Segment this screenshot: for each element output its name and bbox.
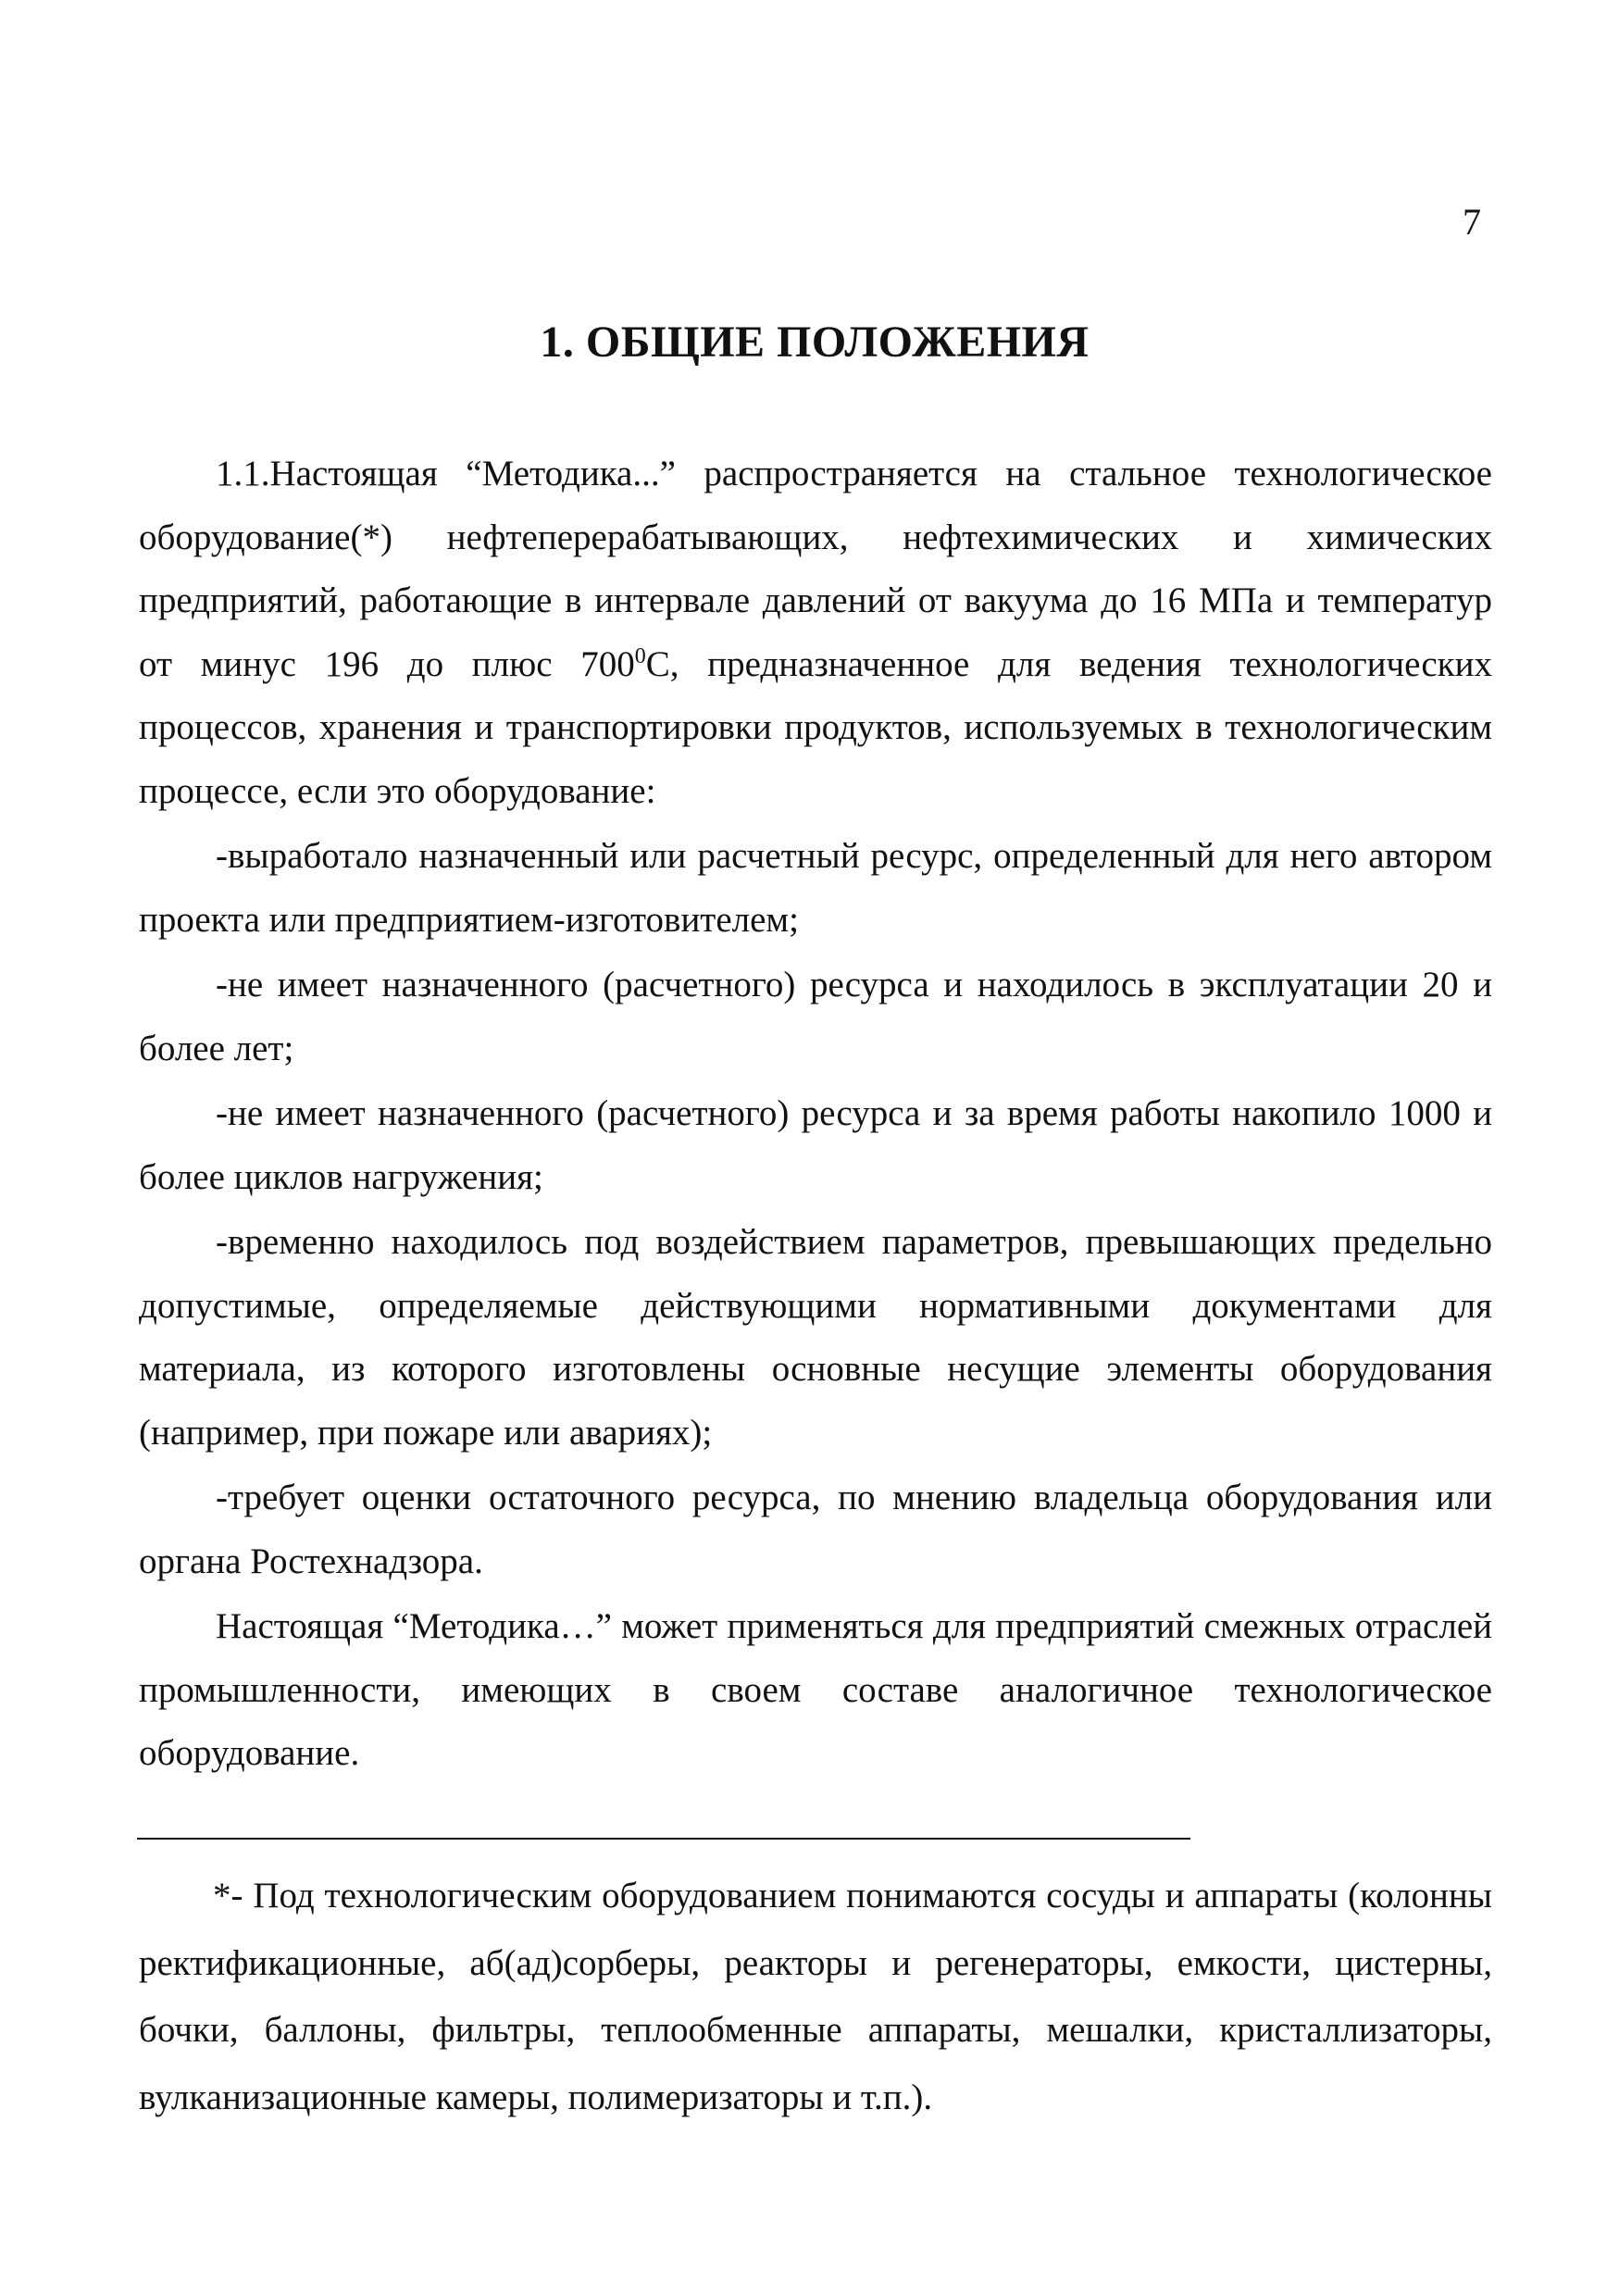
- paragraph-scope-text-continued: С, предназначенное для ведения технологических процессов, хранения и транспортировки продуктов, используемых в технологическим процессе, если это оборудование:: [139, 643, 1493, 811]
- section-title: 1. ОБЩИЕ ПОЛОЖЕНИЯ: [540, 318, 1090, 367]
- degree-superscript: 0: [634, 643, 646, 668]
- list-item-load-cycles: -не имеет назначенного (расчетного) ресурса и за время работы накопило 1000 и более циклов нагружения;: [139, 1093, 1492, 1197]
- footnote-text: *- Под технологическим оборудованием понимаются сосуды и аппараты (колонны ректификационные, аб(ад)сорберы, реакторы и регенераторы, емкости, цистерны, бочки, баллоны, фильтры, теплообменные аппараты, мешалки, кристаллизаторы, вулканизационные камеры, полимеризаторы и т.п.).: [139, 1876, 1492, 2117]
- page-number: 7: [1463, 201, 1481, 243]
- footnote-divider: [137, 1838, 1190, 1840]
- body-text: [139, 443, 1492, 1786]
- paragraph-applicability: Настоящая “Методика…” может применяться для предприятий смежных отраслей промышленности, имеющих в своем составе аналогичное технологическое оборудование.: [139, 1606, 1492, 1773]
- paragraph-scope-text: 1.1.Настоящая “Методика...” распространяется на стальное технологическое оборудование(*) нефтеперерабатывающих, нефтехимических и химических предприятий, работающие в интервале давлений от вакуума до 16 МПа и температур от минус 196 до плюс 700: [139, 454, 1492, 684]
- list-item-twenty-years: -не имеет назначенного (расчетного) ресурса и находилось в эксплуатации 20 и более лет;: [139, 965, 1492, 1068]
- paragraph-scope: [139, 443, 1492, 823]
- list-item-resource-exhausted: -выработало назначенный или расчетный ресурс, определенный для него автором проекта или предприятием-изготовителем;: [139, 836, 1492, 940]
- list-item-owner-request: -требует оценки остаточного ресурса, по мнению владельца оборудования или органа Ростехнадзора.: [139, 1478, 1492, 1581]
- list-item-overload: -временно находилось под воздействием параметров, превышающих предельно допустимые, определяемые действующими нормативными документами для материала, из которого изготовлены основные несущие элементы оборудования (например, при пожаре или авариях);: [139, 1222, 1492, 1453]
- footnote: [139, 1863, 1492, 2131]
